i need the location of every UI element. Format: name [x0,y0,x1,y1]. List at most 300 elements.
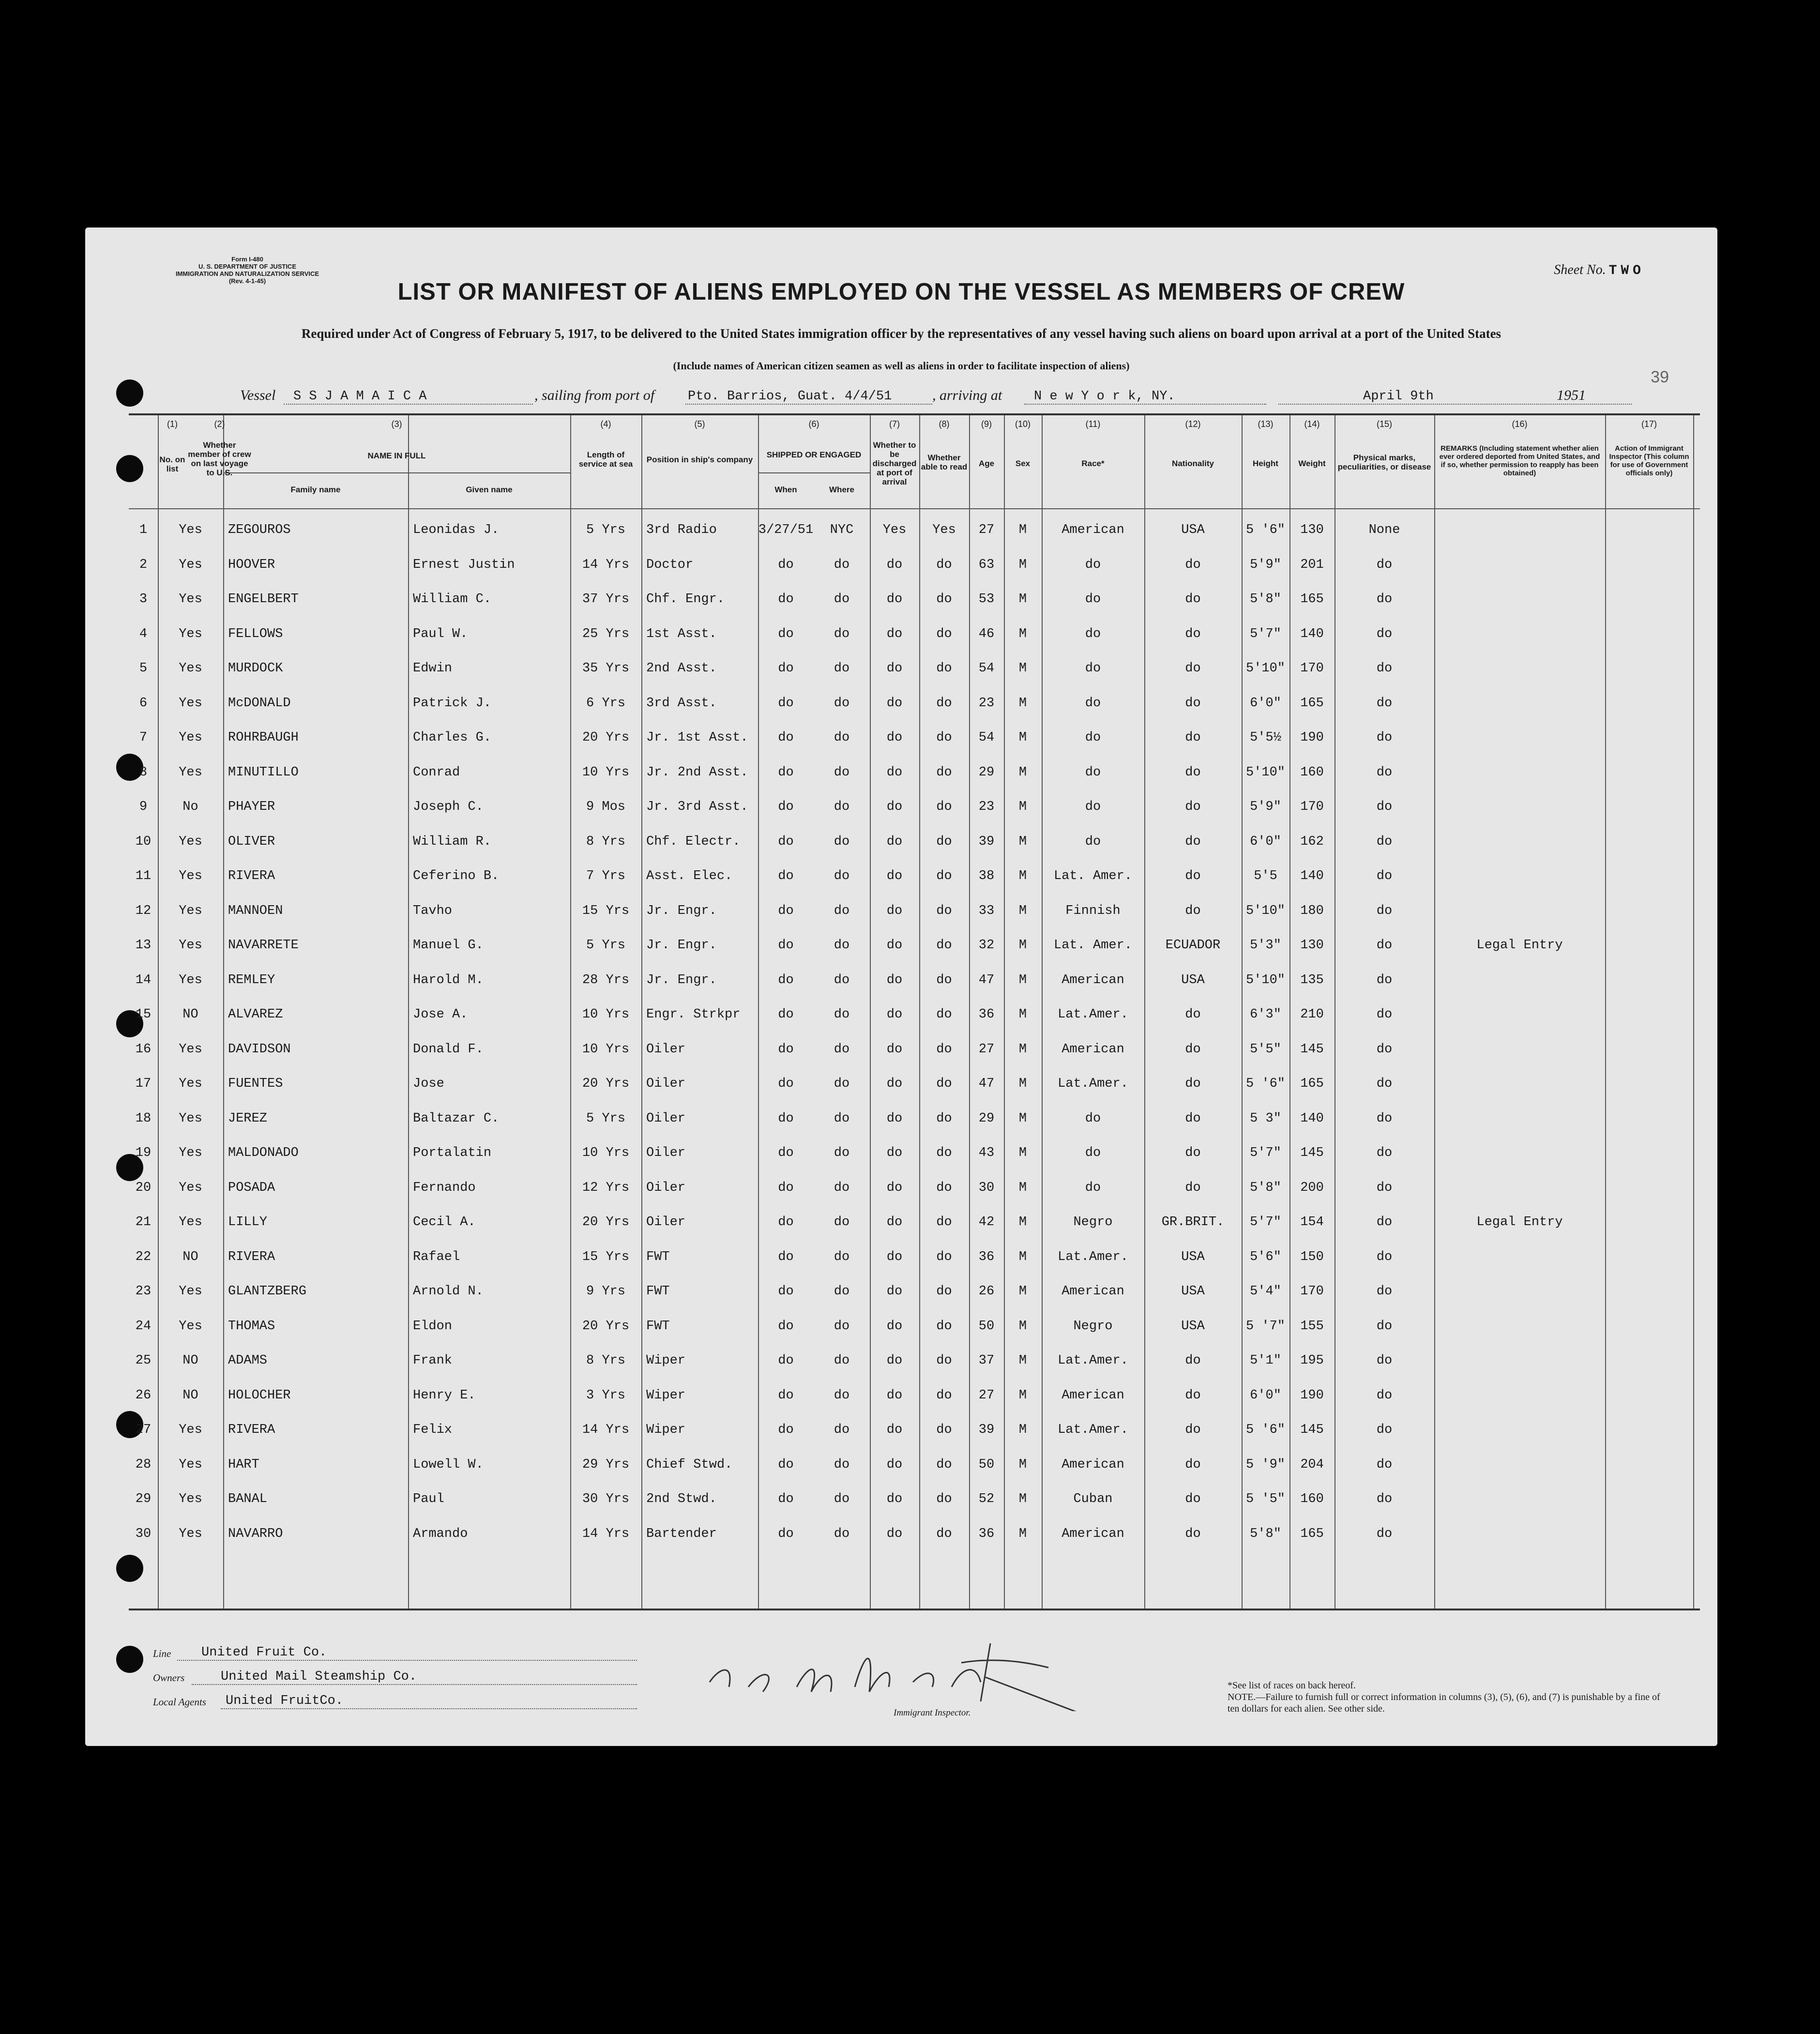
arrival-date: April 9th [1363,389,1434,404]
cell-when: do [778,661,794,676]
cell-read: do [936,869,952,883]
col-num-3: (3) [391,419,402,429]
cell-service: 6 Yrs [586,696,625,711]
cell-when: do [778,696,794,711]
cell-service: 15 Yrs [582,903,630,918]
cell-sex: M [1018,1146,1027,1160]
cell-height: 5'8" [1250,1180,1281,1195]
cell-position: Oiler [646,1042,686,1057]
cell-service: 5 Yrs [586,938,625,953]
cell-sex: M [1018,1492,1027,1506]
cell-remarks [1434,825,1605,859]
cell-sex: M [1018,1111,1027,1126]
cell-height: 5 '6" [1245,523,1285,537]
sheet-value: TWO [1608,263,1645,278]
cell-where: do [834,1146,850,1160]
cell-family: FELLOWS [228,626,283,641]
cell-remarks [1434,1517,1605,1551]
cell-phys: do [1376,1526,1393,1541]
cell-position: Oiler [646,1180,686,1195]
cell-sex: M [1018,592,1027,607]
cell-race: American [1062,972,1124,987]
cell-disch: Yes [882,523,907,537]
cell-height: 5'7" [1250,1215,1281,1230]
cell-position: 2nd Asst. [646,661,717,676]
cell-no: 22 [135,1249,152,1264]
cell-when: do [778,1077,794,1091]
cell-race: do [1085,1180,1101,1195]
cell-sex: M [1018,1526,1027,1541]
cell-age: 37 [978,1353,995,1368]
cell-service: 28 Yrs [582,972,630,987]
cell-family: RIVERA [228,1423,275,1437]
cell-no: 16 [135,1042,152,1057]
cell-nat: USA [1181,1319,1205,1334]
cell-nat: do [1185,626,1201,641]
cell-member: NO [182,1249,198,1264]
cell-nat: do [1185,1077,1201,1091]
cell-read: do [936,557,952,572]
table-row [129,548,1700,582]
table-row [129,1136,1700,1170]
cell-weight: 200 [1300,1180,1324,1195]
cell-when: do [778,1319,794,1334]
cell-race: do [1085,557,1101,572]
cell-where: do [834,1319,850,1334]
cell-phys: do [1376,1146,1393,1160]
col-num-6: (6) [808,419,819,429]
cell-read: do [936,765,952,780]
cell-weight: 190 [1300,1388,1324,1403]
cell-nat: do [1185,834,1201,849]
cell-race: do [1085,765,1101,780]
cell-when: do [778,972,794,987]
cell-race: do [1085,661,1101,676]
cell-member: Yes [179,1042,202,1057]
cell-family: HOOVER [228,557,275,572]
cell-given: Arnold N. [413,1284,484,1299]
races-note: *See list of races on back hereof. [1228,1680,1356,1691]
cell-height: 5'5" [1250,1042,1281,1057]
table-row [129,1482,1700,1517]
cell-read: do [936,834,952,849]
subtitle: Required under Act of Congress of February 5, 1917, to be delivered to the United States immigration officer by the representatives of any vessel having such aliens on board upon arrival at a port of the United States [301,326,1502,341]
department: U. S. DEPARTMENT OF JUSTICE [198,263,296,270]
vessel-name: S S J A M A I C A [293,389,427,404]
inspector-label: Immigrant Inspector. [894,1708,971,1718]
cell-phys: None [1368,523,1400,537]
cell-age: 36 [978,1249,995,1264]
cell-no: 7 [139,730,148,745]
header-able-to-read: Whether able to read [921,453,968,471]
cell-read: Yes [932,523,956,537]
cell-sex: M [1018,730,1027,745]
cell-age: 27 [978,523,995,537]
cell-service: 5 Yrs [586,523,625,537]
cell-age: 23 [978,800,995,814]
cell-family: JEREZ [228,1111,268,1126]
cell-weight: 145 [1300,1146,1324,1160]
cell-age: 47 [978,972,995,987]
cell-where: do [834,972,850,987]
cell-no: 25 [135,1353,152,1368]
cell-when: do [778,1526,794,1541]
cell-no: 3 [139,592,148,607]
cell-read: do [936,1042,952,1057]
cell-no: 9 [139,800,148,814]
cell-sex: M [1018,557,1027,572]
cell-position: Wiper [646,1388,686,1403]
header-remarks: REMARKS (Including statement whether alien ever ordered deported from United States, and if so, whether permission to reapply has been obtained) [1439,444,1600,477]
cell-member: Yes [179,1319,202,1334]
cell-nat: do [1185,1007,1201,1022]
cell-sex: M [1018,1215,1027,1230]
cell-age: 39 [978,1423,995,1437]
cell-age: 39 [978,834,995,849]
cell-disch: do [886,626,903,641]
cell-member: Yes [179,592,202,607]
cell-race: do [1085,1146,1101,1160]
cell-family: MANNOEN [228,903,283,918]
cell-where: do [834,1353,850,1368]
cell-remarks [1434,513,1605,547]
cell-disch: do [886,696,903,711]
cell-nat: do [1185,1492,1201,1506]
cell-race: do [1085,696,1101,711]
cell-member: Yes [179,1284,202,1299]
cell-where: do [834,1215,850,1230]
cell-service: 10 Yrs [582,1146,630,1160]
col-num-10: (10) [1015,419,1031,429]
cell-phys: do [1376,626,1393,641]
cell-race: do [1085,730,1101,745]
cell-family: ZEGOUROS [228,523,291,537]
cell-position: Asst. Elec. [646,869,733,883]
cell-age: 29 [978,1111,995,1126]
cell-remarks [1434,1344,1605,1378]
cell-family: ALVAREZ [228,1007,283,1022]
cell-position: Wiper [646,1353,686,1368]
cell-no: 17 [135,1077,152,1091]
cell-read: do [936,1146,952,1160]
cell-family: DAVIDSON [228,1042,291,1057]
cell-given: Portalatin [413,1146,492,1160]
col-num-9: (9) [981,419,992,429]
cell-age: 54 [978,661,995,676]
cell-sex: M [1018,626,1027,641]
cell-when: do [778,1111,794,1126]
cell-member: No [182,800,198,814]
cell-height: 5 '9" [1245,1457,1285,1472]
cell-remarks [1434,582,1605,617]
cell-disch: do [886,1526,903,1541]
header-family-name: Family name [290,485,341,494]
cell-weight: 154 [1300,1215,1324,1230]
sailing-label: , sailing from port of [534,387,655,403]
cell-given: Jose [413,1077,444,1091]
cell-service: 10 Yrs [582,1007,630,1022]
cell-disch: do [886,1007,903,1022]
cell-disch: do [886,1111,903,1126]
cell-weight: 165 [1300,592,1324,607]
cell-age: 53 [978,592,995,607]
cell-phys: do [1376,800,1393,814]
header-age: Age [978,459,995,468]
header-member: Whether member of crew on last voyage to U.S. [188,440,251,477]
col-num-4: (4) [600,419,611,429]
cell-height: 5'10" [1245,661,1285,676]
cell-read: do [936,1353,952,1368]
cell-member: Yes [179,626,202,641]
cell-phys: do [1376,1319,1393,1334]
cell-where: do [834,765,850,780]
cell-service: 29 Yrs [582,1457,630,1472]
cell-remarks [1434,686,1605,721]
cell-weight: 190 [1300,730,1324,745]
cell-height: 5'10" [1245,765,1285,780]
header-physical: Physical marks, peculiarities, or disease [1337,453,1431,471]
cell-read: do [936,1457,952,1472]
cell-no: 19 [135,1146,152,1160]
table-row [129,721,1700,755]
arriving-label: , arriving at [932,387,1002,403]
cell-given: Ceferino B. [413,869,500,883]
cell-height: 5'9" [1250,800,1281,814]
cell-disch: do [886,1319,903,1334]
cell-service: 30 Yrs [582,1492,630,1506]
cell-where: do [834,661,850,676]
cell-service: 14 Yrs [582,1423,630,1437]
cell-weight: 180 [1300,903,1324,918]
table-row [129,1309,1700,1344]
cell-phys: do [1376,1423,1393,1437]
cell-service: 14 Yrs [582,557,630,572]
cell-race: Lat.Amer. [1058,1007,1128,1022]
cell-age: 27 [978,1388,995,1403]
cell-given: Eldon [413,1319,453,1334]
cell-member: Yes [179,972,202,987]
cell-weight: 150 [1300,1249,1324,1264]
cell-family: THOMAS [228,1319,275,1334]
cell-nat: do [1185,661,1201,676]
subnote: (Include names of American citizen seamen as well as aliens in order to facilitate inspection of aliens) [673,360,1130,372]
cell-disch: do [886,938,903,953]
cell-position: FWT [646,1319,670,1334]
cell-given: Armando [413,1526,468,1541]
cell-family: OLIVER [228,834,275,849]
cell-weight: 210 [1300,1007,1324,1022]
cell-when: do [778,1249,794,1264]
cell-sex: M [1018,1353,1027,1368]
cell-disch: do [886,903,903,918]
cell-remarks [1434,1171,1605,1205]
cell-nat: do [1185,1180,1201,1195]
cell-race: American [1062,1526,1124,1541]
cell-member: Yes [179,765,202,780]
cell-weight: 140 [1300,869,1324,883]
cell-no: 29 [135,1492,152,1506]
cell-member: Yes [179,903,202,918]
cell-phys: do [1376,557,1393,572]
cell-disch: do [886,730,903,745]
cell-height: 5 '5" [1245,1492,1285,1506]
header-discharged: Whether to be discharged at port of arrival [872,440,917,486]
table-row [129,825,1700,859]
cell-position: Jr. Engr. [646,972,717,987]
cell-where: do [834,1423,850,1437]
cell-no: 24 [135,1319,152,1334]
cell-age: 26 [978,1284,995,1299]
cell-nat: do [1185,765,1201,780]
sheet-number [1554,262,1645,278]
cell-member: Yes [179,523,202,537]
cell-where: do [834,1007,850,1022]
header-position: Position in ship's company [646,455,753,464]
cell-height: 6'0" [1250,1388,1281,1403]
cell-phys: do [1376,1388,1393,1403]
cell-weight: 170 [1300,1284,1324,1299]
cell-disch: do [886,557,903,572]
cell-position: 3rd Asst. [646,696,717,711]
header-where: Where [829,485,854,494]
cell-where: do [834,1042,850,1057]
cell-nat: do [1185,696,1201,711]
cell-height: 5'5 [1254,869,1277,883]
cell-when: do [778,1284,794,1299]
cell-read: do [936,626,952,641]
cell-given: Lowell W. [413,1457,484,1472]
cell-race: Cuban [1073,1492,1113,1506]
cell-phys: do [1376,1249,1393,1264]
form-number: Form I-480 [231,256,263,263]
cell-phys: do [1376,1077,1393,1091]
cell-remarks [1434,1309,1605,1344]
cell-when: do [778,765,794,780]
table-row [129,1275,1700,1309]
cell-age: 29 [978,765,995,780]
cell-given: Paul [413,1492,444,1506]
cell-given: Jose A. [413,1007,468,1022]
cell-age: 33 [978,903,995,918]
cell-family: RIVERA [228,869,275,883]
cell-service: 5 Yrs [586,1111,625,1126]
cell-nat: GR.BRIT. [1161,1215,1225,1230]
cell-race: do [1085,626,1101,641]
cell-disch: do [886,1284,903,1299]
cell-given: Edwin [413,661,453,676]
cell-race: Finnish [1065,903,1121,918]
cell-race: American [1062,1042,1124,1057]
col-num-2: (2) [214,419,225,429]
cell-phys: do [1376,834,1393,849]
col-num-16: (16) [1512,419,1528,429]
cell-sex: M [1018,1007,1027,1022]
cell-family: RIVERA [228,1249,275,1264]
cell-height: 6'0" [1250,834,1281,849]
cell-sex: M [1018,972,1027,987]
cell-race: do [1085,834,1101,849]
cell-when: do [778,1042,794,1057]
table-row [129,513,1700,547]
cell-position: Jr. 3rd Asst. [646,800,748,814]
table-row [129,686,1700,721]
cell-member: Yes [179,1111,202,1126]
cell-read: do [936,1111,952,1126]
cell-no: 1 [139,523,148,537]
cell-phys: do [1376,1180,1393,1195]
cell-member: Yes [179,1215,202,1230]
cell-service: 20 Yrs [582,1319,630,1334]
header-given-name: Given name [466,485,513,494]
cell-given: Patrick J. [413,696,492,711]
cell-where: do [834,626,850,641]
cell-remarks [1434,1136,1605,1170]
footer-lines [153,1639,637,1711]
col-num-17: (17) [1641,419,1657,429]
manifest-sheet [85,228,1717,1746]
table-row [129,790,1700,824]
cell-age: 32 [978,938,995,953]
cell-member: Yes [179,1146,202,1160]
agents-row [153,1687,637,1711]
header-shipped: SHIPPED OR ENGAGED [766,450,862,459]
cell-when: do [778,626,794,641]
cell-age: 46 [978,626,995,641]
cell-position: 1st Asst. [646,626,717,641]
cell-position: Oiler [646,1215,686,1230]
cell-phys: do [1376,661,1393,676]
cell-no: 13 [135,938,152,953]
cell-where: do [834,800,850,814]
cell-when: do [778,869,794,883]
cell-race: do [1085,800,1101,814]
table-row [129,617,1700,652]
cell-given: William R. [413,834,492,849]
cell-height: 5 '7" [1245,1319,1285,1334]
cell-phys: do [1376,1457,1393,1472]
cell-age: 23 [978,696,995,711]
cell-age: 42 [978,1215,995,1230]
cell-sex: M [1018,938,1027,953]
cell-given: Paul W. [413,626,468,641]
cell-given: Ernest Justin [413,557,515,572]
punch-hole [116,379,143,407]
cell-read: do [936,1526,952,1541]
cell-remarks [1434,617,1605,652]
cell-when: do [778,1423,794,1437]
cell-age: 30 [978,1180,995,1195]
cell-nat: do [1185,1457,1201,1472]
cell-when: 3/27/51 [758,523,814,537]
cell-position: Chf. Electr. [646,834,741,849]
cell-no: 6 [139,696,148,711]
cell-nat: do [1185,1353,1201,1368]
cell-when: do [778,1388,794,1403]
cell-height: 5'7" [1250,1146,1281,1160]
cell-weight: 165 [1300,696,1324,711]
cell-no: 18 [135,1111,152,1126]
cell-read: do [936,938,952,953]
cell-remarks [1434,1032,1605,1067]
cell-nat: do [1185,1146,1201,1160]
cell-weight: 201 [1300,557,1324,572]
header-sex: Sex [1015,459,1031,468]
cell-phys: do [1376,696,1393,711]
cell-no: 23 [135,1284,152,1299]
cell-position: Oiler [646,1111,686,1126]
cell-where: do [834,1492,850,1506]
cell-read: do [936,592,952,607]
